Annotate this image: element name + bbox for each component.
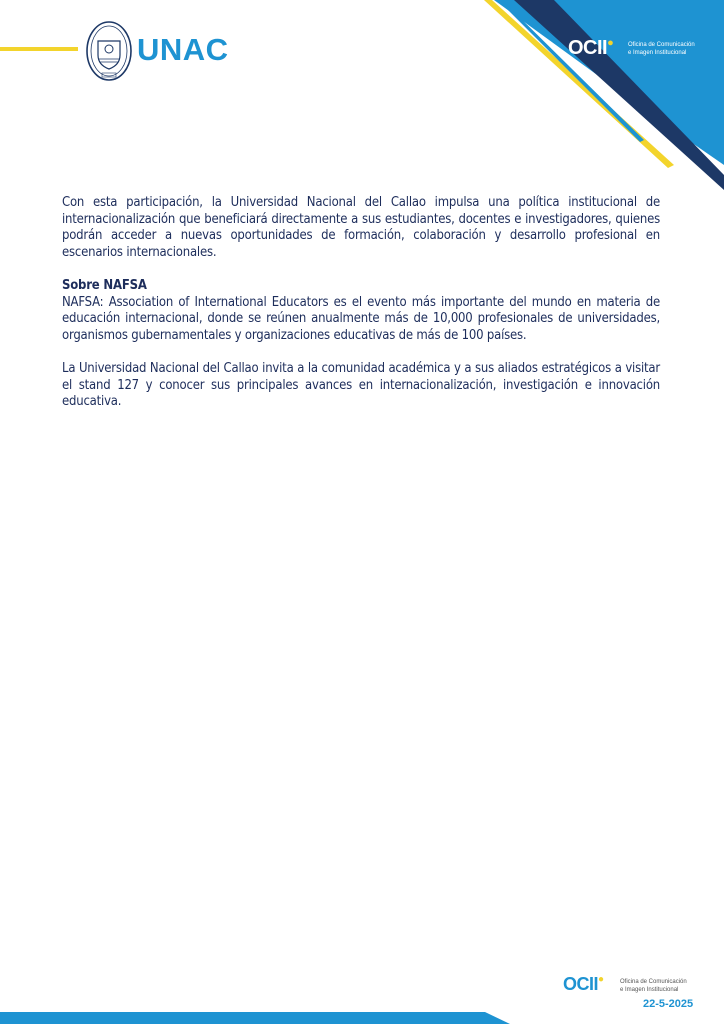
- header-accent-line: [0, 47, 78, 51]
- ocii-logo-footer: OCII●: [563, 974, 604, 994]
- corner-decoration: [484, 0, 724, 190]
- ocii-subtitle-footer: Oficina de Comunicación e Imagen Institucional: [620, 979, 687, 993]
- ocii-logo-header: OCII●: [568, 37, 614, 59]
- section-title-nafsa: Sobre NAFSA: [62, 278, 147, 293]
- ocii-subtitle-header: Oficina de Comunicación e Imagen Institucional: [628, 42, 695, 56]
- footer-accent-bar: [0, 1012, 510, 1024]
- document-body: [62, 195, 660, 411]
- brand-name: UNAC: [137, 32, 229, 67]
- paragraph-invitation: La Universidad Nacional del Callao invita a la comunidad académica y a sus aliados estratégicos a visitar el stand 127 y conocer sus principales avances en internacionalización, investigación e innovación educativa.: [62, 361, 660, 409]
- paragraph-participation: Con esta participación, la Universidad Nacional del Callao impulsa una política institucional de internacionalización que beneficiará directamente a sus estudiantes, docentes e investigadores, quienes podrán acceder a nuevas oportunidades de formación, colaboración y desarrollo profesional en escenarios internacionales.: [62, 195, 660, 260]
- university-seal-icon: [86, 21, 132, 81]
- paragraph-nafsa: NAFSA: Association of International Educators es el evento más importante del mundo en materia de educación internacional, donde se reúnen anualmente más de 10,000 profesionales de universidades, organismos gubernamentales y organizaciones educativas de más de 100 países.: [62, 294, 660, 343]
- document-date: 22-5-2025: [643, 998, 694, 1010]
